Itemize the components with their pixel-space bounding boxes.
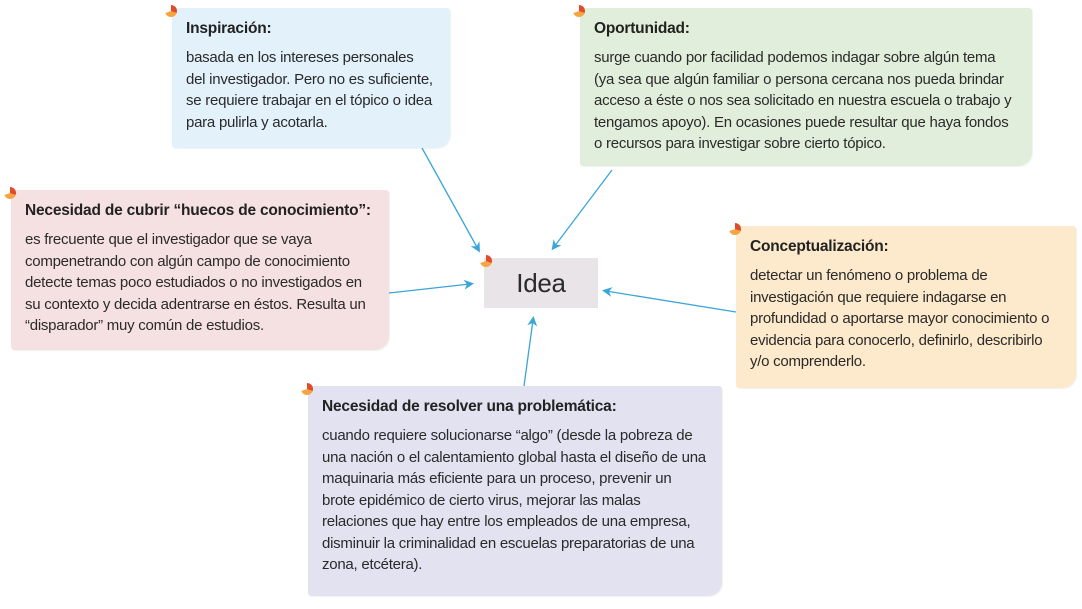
card-conceptualizacion xyxy=(736,226,1076,388)
card-title: Oportunidad: xyxy=(594,20,690,37)
card-problematica xyxy=(308,386,722,596)
card-title: Inspiración: xyxy=(186,20,272,37)
bullet-dot-icon xyxy=(4,187,16,199)
arrow-concept-to-idea xyxy=(606,291,736,312)
card-oportunidad xyxy=(580,8,1032,166)
bullet-dot-icon xyxy=(301,383,313,395)
bullet-dot-icon xyxy=(165,5,177,17)
idea-label: Idea xyxy=(516,267,566,298)
arrow-huecos-to-idea xyxy=(389,284,470,293)
card-body: detectar un fenómeno o problema de investigación que requiere indagarse en profundidad o aportarse mayor conocimiento o evidencia para conocerlo, definirlo, describirlo y/o comprenderlo. xyxy=(750,267,1050,370)
arrow-inspiracion-to-idea xyxy=(422,148,478,249)
card-body: cuando requiere solucionarse “algo” (desde la pobreza de una nación o el calentamiento global hasta el diseño de una maquinaria más eficiente para un proceso, prevenir un brote epidémico de cierto virus, mejorar las malas relaciones que hay entre los empleados de una empresa, disminuir la criminalidad en escuelas preparatorias de una zona, etcétera). xyxy=(322,427,706,573)
bullet-dot-icon xyxy=(729,223,741,235)
bullet-dot-icon xyxy=(480,255,492,267)
card-inspiracion xyxy=(172,8,450,148)
card-huecos-de-conocimiento xyxy=(11,190,389,350)
idea-center-node xyxy=(484,258,598,308)
bullet-dot-icon xyxy=(573,5,585,17)
card-title: Conceptualización: xyxy=(750,238,889,255)
card-title: Necesidad de cubrir “huecos de conocimiento”: xyxy=(25,202,371,219)
arrow-problema-to-idea xyxy=(524,320,533,386)
card-body: basada en los intereses personales del investigador. Pero no es suficiente, se requiere trabajar en el tópico o idea para pulirla y acotarla. xyxy=(186,49,433,131)
arrow-oportunidad-to-idea xyxy=(554,170,612,247)
card-body: surge cuando por facilidad podemos indagar sobre algún tema (ya sea que algún familiar o persona cercana nos pueda brindar acceso a éste o nos sea solicitado en nuestra escuela o trabajo y tengamos apoyo). En ocasiones puede resultar que haya fondos o recursos para investigar sobre cierto tópico. xyxy=(594,49,1012,152)
card-title: Necesidad de resolver una problemática: xyxy=(322,398,617,415)
card-body: es frecuente que el investigador que se vaya compenetrando con algún campo de conocimiento detecte temas poco estudiados o no investigados en su contexto y decida adentrarse en éstos. Resulta un “disparador” muy común de estudios. xyxy=(25,231,366,334)
